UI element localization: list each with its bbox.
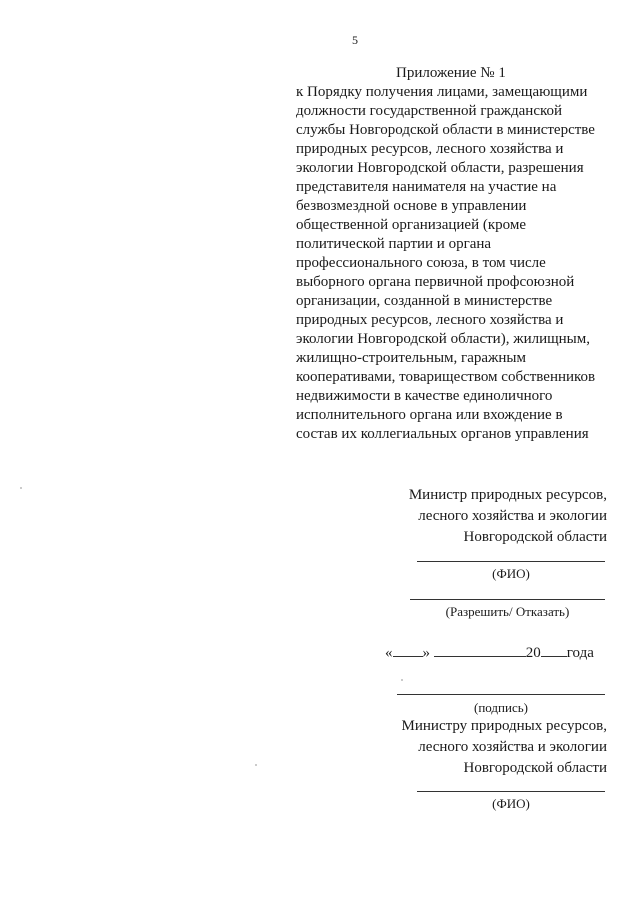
- appendix-line: организации, созданной в министерстве: [296, 293, 553, 309]
- appendix-line: к Порядку получения лицами, замещающими: [296, 84, 588, 100]
- approver-title-line3: Новгородской области: [463, 529, 607, 545]
- date-row: [385, 644, 594, 662]
- addressee-title-line2: лесного хозяйства и экологии: [418, 739, 607, 755]
- appendix-line: экологии Новгородской области, разрешения: [296, 160, 584, 176]
- addressee-title-line3: Новгородской области: [463, 760, 607, 776]
- appendix-line: жилищно-строительным, гаражным: [296, 350, 526, 366]
- scan-speck: [401, 679, 403, 681]
- appendix-line: исполнительного органа или вхождение в: [296, 407, 563, 423]
- appendix-title: Приложение № 1: [396, 65, 506, 81]
- appendix-line: природных ресурсов, лесного хозяйства и: [296, 312, 564, 328]
- signature-line: [397, 694, 605, 695]
- approver-fio-line: [417, 561, 605, 562]
- appendix-line: профессионального союза, в том числе: [296, 255, 546, 271]
- appendix-line: недвижимости в качестве единоличного: [296, 388, 553, 404]
- appendix-line: состав их коллегиальных органов управления: [296, 426, 589, 442]
- appendix-line: представителя нанимателя на участие на: [296, 179, 557, 195]
- date-year-prefix: 20: [525, 645, 541, 661]
- decision-line: [410, 599, 605, 600]
- date-open-quote: «: [385, 645, 393, 661]
- appendix-line: выборного органа первичной профсоюзной: [296, 274, 575, 290]
- scan-speck: [255, 764, 257, 766]
- addressee-fio-line: [417, 791, 605, 792]
- addressee-fio-label: (ФИО): [492, 796, 530, 811]
- scan-speck: [20, 487, 22, 489]
- addressee-title-line1: Министру природных ресурсов,: [401, 718, 607, 734]
- date-close-quote: »: [422, 645, 430, 661]
- appendix-line: кооперативами, товариществом собственников: [296, 369, 596, 385]
- appendix-line: безвозмездной основе в управлении: [296, 198, 527, 214]
- date-year-suffix: года: [566, 645, 594, 661]
- appendix-line: должности государственной гражданской: [296, 103, 563, 119]
- appendix-line: природных ресурсов, лесного хозяйства и: [296, 141, 564, 157]
- decision-label: (Разрешить/ Отказать): [445, 604, 570, 619]
- signature-label: (подпись): [474, 700, 528, 715]
- appendix-body: [296, 83, 616, 444]
- page-number: 5: [352, 33, 358, 47]
- appendix-line: политической партии и органа: [296, 236, 492, 252]
- appendix-line: экологии Новгородской области), жилищным,: [296, 331, 591, 347]
- appendix-line: службы Новгородской области в министерстве: [296, 122, 595, 138]
- approver-fio-label: (ФИО): [492, 566, 530, 581]
- date-day-blank: [393, 644, 423, 657]
- approver-title-line2: лесного хозяйства и экологии: [418, 508, 607, 524]
- approver-title-line1: Министр природных ресурсов,: [408, 487, 607, 503]
- appendix-line: общественной организацией (кроме: [296, 217, 526, 233]
- date-month-blank: [434, 644, 526, 657]
- date-year-blank: [541, 644, 567, 657]
